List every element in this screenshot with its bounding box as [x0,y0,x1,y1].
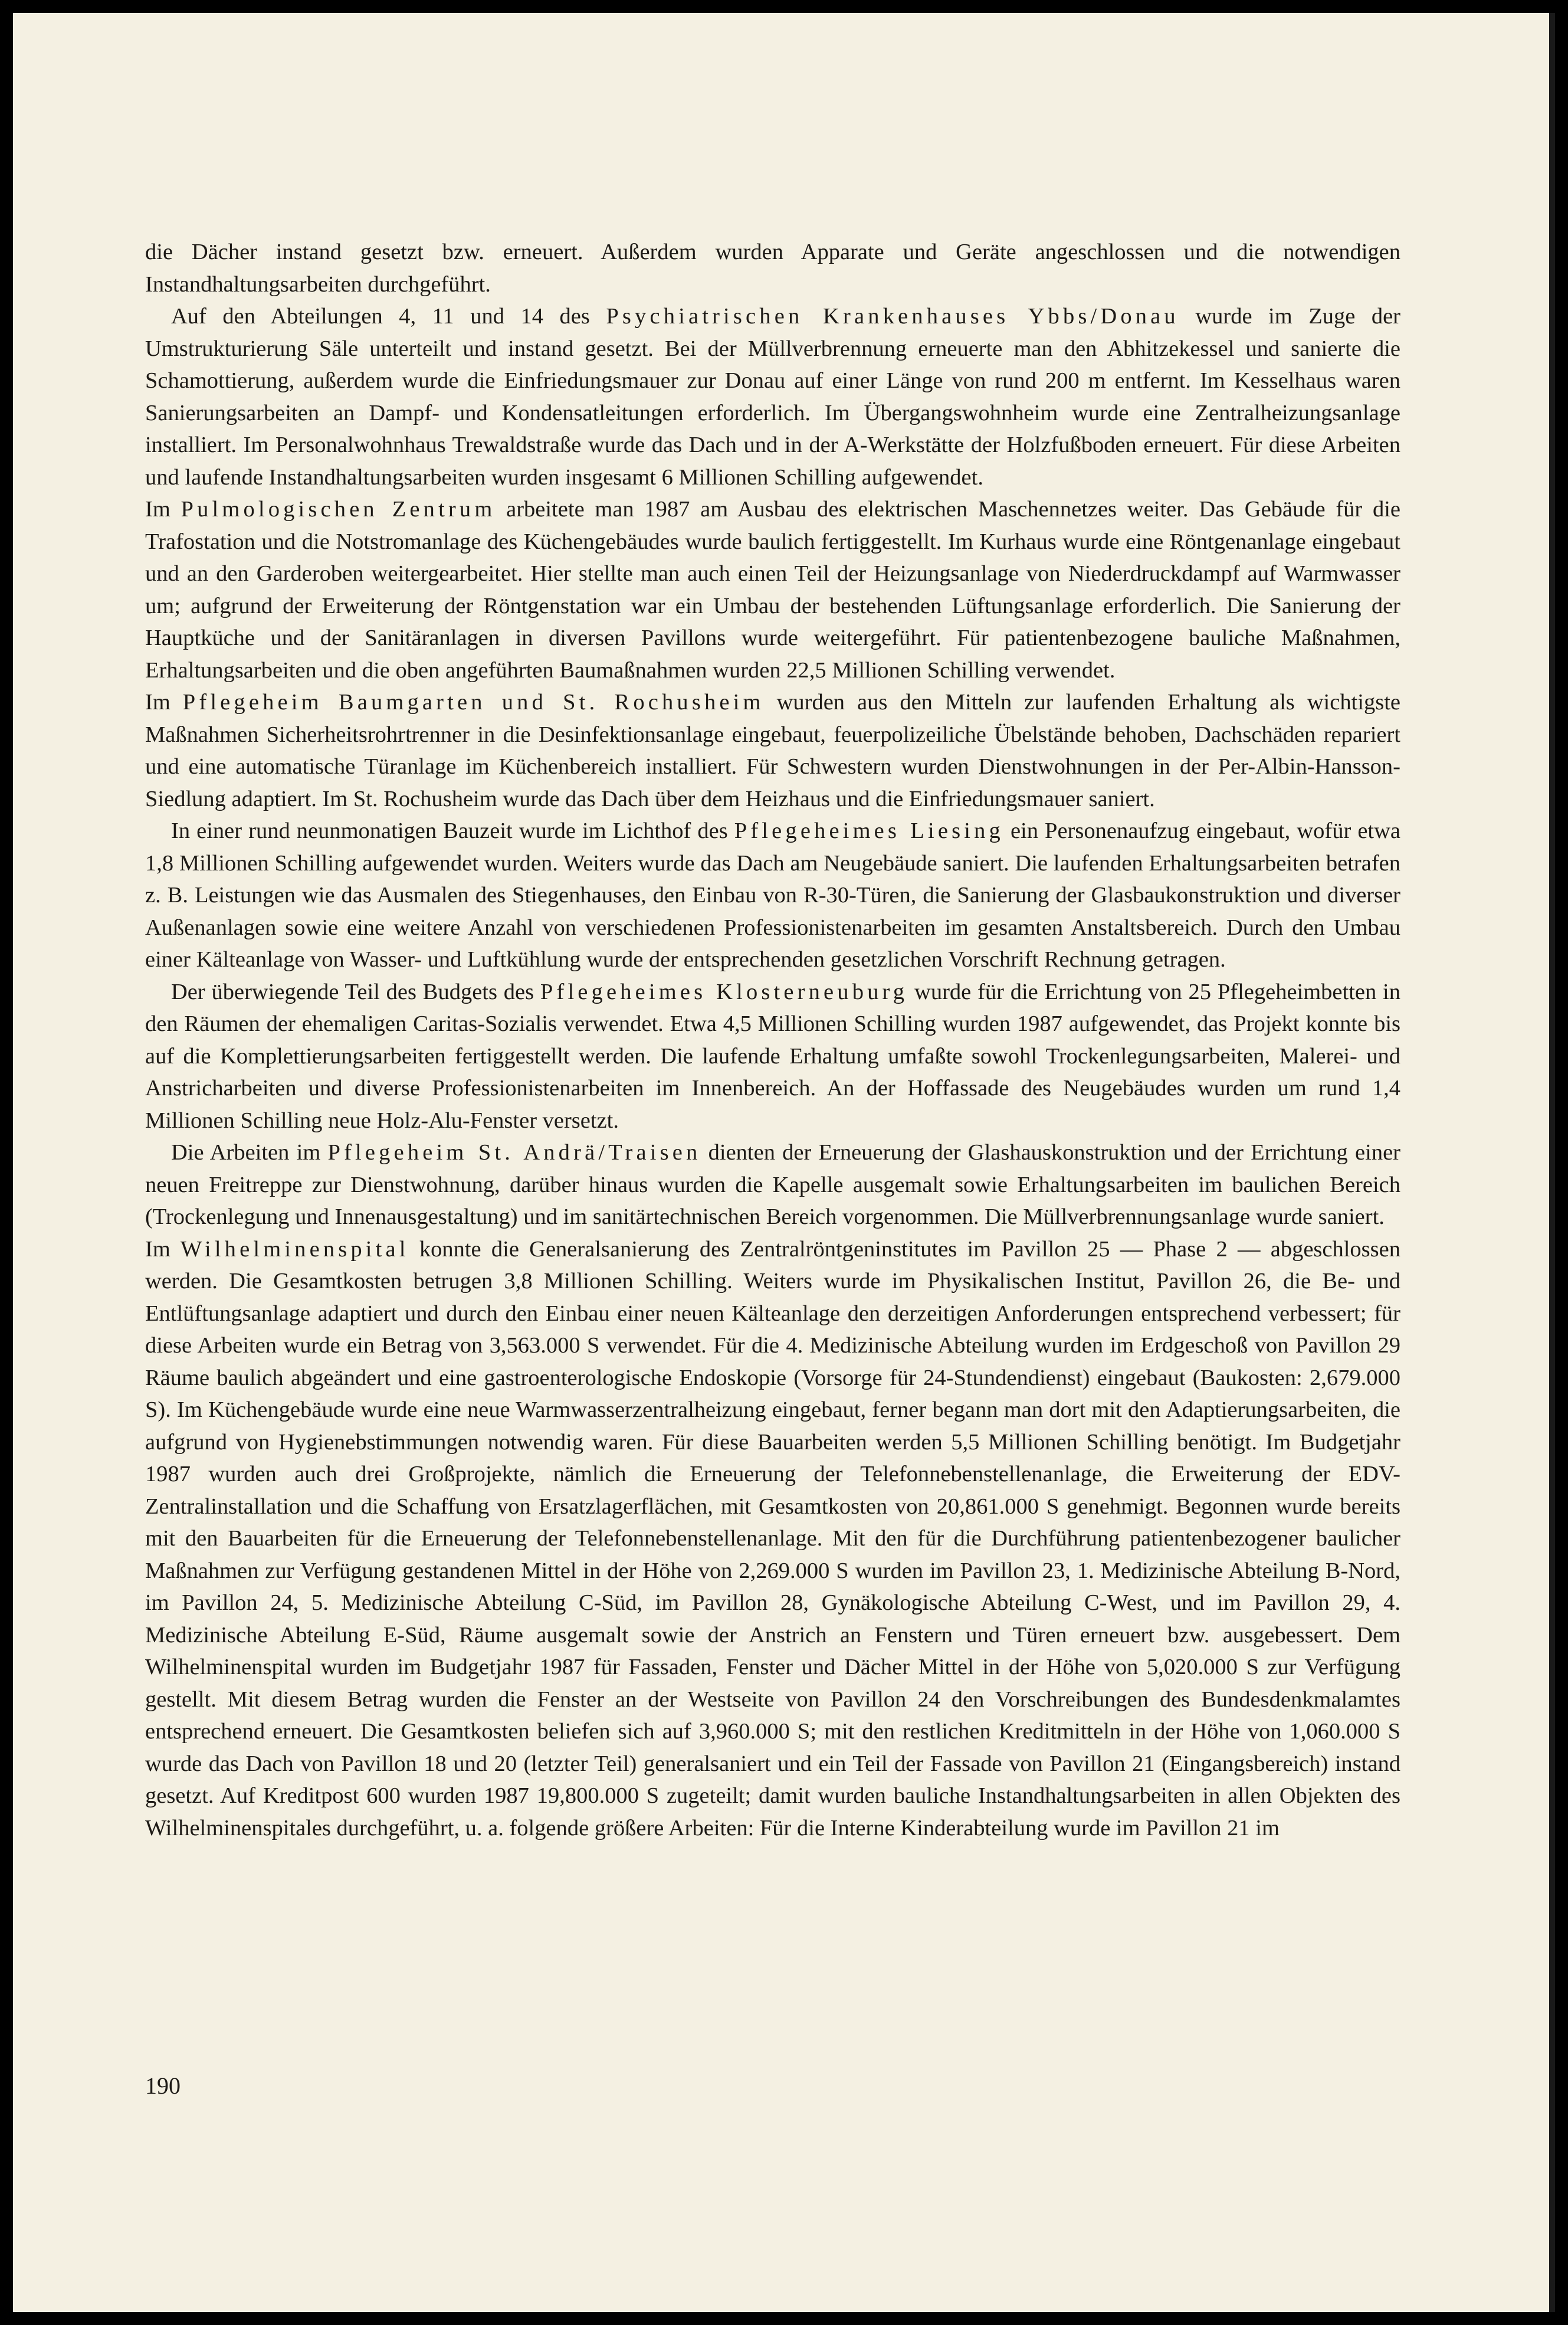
page-number: 190 [145,2072,181,2099]
institution-name: Pflegeheim Baumgarten und St. Rochusheim [182,690,765,715]
institution-name: Psychiatrischen Krankenhauses Ybbs/Donau [606,304,1179,329]
institution-name: Pflegeheimes Liesing [734,818,1004,843]
paragraph-text: In einer rund neunmonatigen Bauzeit wurde im Lichthof des [171,818,734,843]
paragraph-text: wurde für die Errichtung von 25 Pflegeheimbetten in den Räumen der ehemaligen Caritas-Sozialis verwendet. Etwa 4,5 Millionen Schilling wurden 1987 aufgewendet, das Projekt konnte bis auf die Komplettierungsarbeiten fertiggestellt werden. Die laufende Erhaltung umfaßte sowohl Trockenlegungsarbeiten, Malerei- und Anstricharbeiten und diverse Professionistenarbeiten im Innenbereich. An der Hoffassade des Neugebäudes wurden um rund 1,4 Millionen Schilling neue Holz-Alu-Fenster versetzt. [145,979,1400,1133]
paragraph [145,1137,1400,1233]
institution-name: Wilhelminenspital [181,1236,409,1262]
institution-name: Pulmologischen Zentrum [181,497,496,522]
paragraph-text: Auf den Abteilungen 4, 11 und 14 des [171,304,606,329]
institution-name: Pflegeheim St. Andrä/Traisen [327,1140,701,1165]
paragraph-text: Im [145,690,183,715]
paragraph-text: wurden aus den Mitteln zur laufenden Erhaltung als wichtigste Maßnahmen Sicherheitsrohrtrenner in die Desinfektionsanlage eingebaut, feuerpolizeiliche Übelstände behoben, Dachschäden repariert und eine automatische Türanlage im Küchenbereich installiert. Für Schwestern wurden Dienstwohnungen in der Per-Albin-Hansson-Siedlung adaptiert. Im St. Rochusheim wurde das Dach über dem Heizhaus und die Einfriedungsmauer saniert. [145,690,1400,811]
paragraph-text: die Dächer instand gesetzt bzw. erneuert. Außerdem wurden Apparate und Geräte angeschlossen und die notwendigen Instandhaltungsarbeiten durchgeführt. [145,240,1400,297]
paragraph-text: ein Personenaufzug eingebaut, wofür etwa 1,8 Millionen Schilling aufgewendet wurden. Weiters wurde das Dach am Neugebäude saniert. Die laufenden Erhaltungsarbeiten betrafen z. B. Leistungen wie das Ausmalen des Stiegenhauses, den Einbau von R-30-Türen, die Sanierung der Glasbaukonstruktion und diverser Außenanlagen sowie eine weitere Anzahl von verschiedenen Professionistenarbeiten im gesamten Anstaltsbereich. Durch den Umbau einer Kälteanlage von Wasser- und Luftkühlung wurde der entsprechenden gesetzlichen Vorschrift Rechnung getragen. [145,818,1400,972]
paragraph [145,236,1400,300]
paragraph-text: Im [145,497,181,522]
paragraph-text: arbeitete man 1987 am Ausbau des elektrischen Maschennetzes weiter. Das Gebäude für die Trafostation und die Notstromanlage des Küchengebäudes wurde baulich fertiggestellt. Im Kurhaus wurde eine Röntgenanlage eingebaut und an den Garderoben weitergearbeitet. Hier stellte man auch einen Teil der Heizungsanlage von Niederdruckdampf auf Warmwasser um; aufgrund der Erweiterung der Röntgenstation war ein Umbau der bestehenden Lüftungsanlage erforderlich. Die Sanierung der Hauptküche und der Sanitäranlagen in diversen Pavillons wurde weitergeführt. Für patientenbezogene bauliche Maßnahmen, Erhaltungsarbeiten und die oben angeführten Baumaßnahmen wurden 22,5 Millionen Schilling verwendet. [145,497,1400,683]
paragraph [145,493,1400,686]
paragraph [145,686,1400,815]
document-page [13,13,1555,2312]
paragraph [145,976,1400,1137]
paragraph-text: konnte die Generalsanierung des Zentralröntgeninstitutes im Pavillon 25 — Phase 2 — abgeschlossen werden. Die Gesamtkosten betrugen 3,8 Millionen Schilling. Weiters wurde im Physikalischen Institut, Pavillon 26, die Be- und Entlüftungsanlage adaptiert und durch den Einbau einer neuen Kälteanlage den derzeitigen Anforderungen entsprechend verbessert; für diese Arbeiten wurde ein Betrag von 3,563.000 S verwendet. Für die 4. Medizinische Abteilung wurden im Erdgeschoß von Pavillon 29 Räume baulich abgeändert und eine gastroenterologische Endoskopie (Vorsorge für 24-Stundendienst) eingebaut (Baukosten: 2,679.000 S). Im Küchengebäude wurde eine neue Warmwasserzentralheizung eingebaut, ferner begann man dort mit den Adaptierungsarbeiten, die aufgrund von Hygienebstimmungen notwendig waren. Für diese Bauarbeiten werden 5,5 Millionen Schilling benötigt. Im Budgetjahr 1987 wurden auch drei Großprojekte, nämlich die Erneuerung der Telefonnebenstellenanlage, die Erweiterung der EDV-Zentralinstallation und die Schaffung von Ersatzlagerflächen, mit Gesamtkosten von 20,861.000 S genehmigt. Begonnen wurde bereits mit den Bauarbeiten für die Erneuerung der Telefonnebenstellenanlage. Mit den für die Durchführung patientenbezogener baulicher Maßnahmen zur Verfügung gestandenen Mittel in der Höhe von 2,269.000 S wurden im Pavillon 23, 1. Medizinische Abteilung B-Nord, im Pavillon 24, 5. Medizinische Abteilung C-Süd, im Pavillon 28, Gynäkologische Abteilung C-West, und im Pavillon 29, 4. Medizinische Abteilung E-Süd, Räume ausgemalt sowie der Anstrich an Fenstern und Türen erneuert bzw. ausgebessert. Dem Wilhelminenspital wurden im Budgetjahr 1987 für Fassaden, Fenster und Dächer Mittel in der Höhe von 5,020.000 S zur Verfügung gestellt. Mit diesem Betrag wurden die Fenster an der Westseite von Pavillon 24 den Vorschreibungen des Bundesdenkmalamtes entsprechend erneuert. Die Gesamtkosten beliefen sich auf 3,960.000 S; mit den restlichen Kreditmitteln in der Höhe von 1,060.000 S wurde das Dach von Pavillon 18 und 20 (letzter Teil) generalsaniert und ein Teil der Fassade von Pavillon 21 (Eingangsbereich) instand gesetzt. Auf Kreditpost 600 wurden 1987 19,800.000 S zugeteilt; damit wurden bauliche Instandhaltungsarbeiten in allen Objekten des Wilhelminenspitales durchgeführt, u. a. folgende größere Arbeiten: Für die Interne Kinderabteilung wurde im Pavillon 21 im [145,1236,1400,1841]
paragraph-text: Der überwiegende Teil des Budgets des [171,979,540,1004]
institution-name: Pflegeheimes Klosterneuburg [540,979,908,1004]
paragraph-text: Im [145,1236,181,1262]
paragraph [145,300,1400,493]
body-text [145,236,1400,1844]
paragraph-text: Die Arbeiten im [171,1140,328,1165]
paragraph [145,815,1400,976]
paragraph [145,1233,1400,1845]
paragraph-text: wurde im Zuge der Umstrukturierung Säle unterteilt und instand gesetzt. Bei der Müllverbrennung erneuerte man den Abhitzekessel und sanierte die Schamottierung, außerdem wurde die Einfriedungsmauer zur Donau auf einer Länge von rund 200 m entfernt. Im Kesselhaus waren Sanierungsarbeiten an Dampf- und Kondensatleitungen erforderlich. Im Übergangswohnheim wurde eine Zentralheizungsanlage installiert. Im Personalwohnhaus Trewaldstraße wurde das Dach und in der A-Werkstätte der Holzfußboden erneuert. Für diese Arbeiten und laufende Instandhaltungsarbeiten wurden insgesamt 6 Millionen Schilling aufgewendet. [145,304,1400,490]
paragraph-text: dienten der Erneuerung der Glashauskonstruktion und der Errichtung einer neuen Freitreppe zur Dienstwohnung, darüber hinaus wurden die Kapelle ausgemalt sowie Erhaltungsarbeiten im baulichen Bereich (Trockenlegung und Innenausgestaltung) und im sanitärtechnischen Bereich vorgenommen. Die Müllverbrennungsanlage wurde saniert. [145,1140,1400,1229]
